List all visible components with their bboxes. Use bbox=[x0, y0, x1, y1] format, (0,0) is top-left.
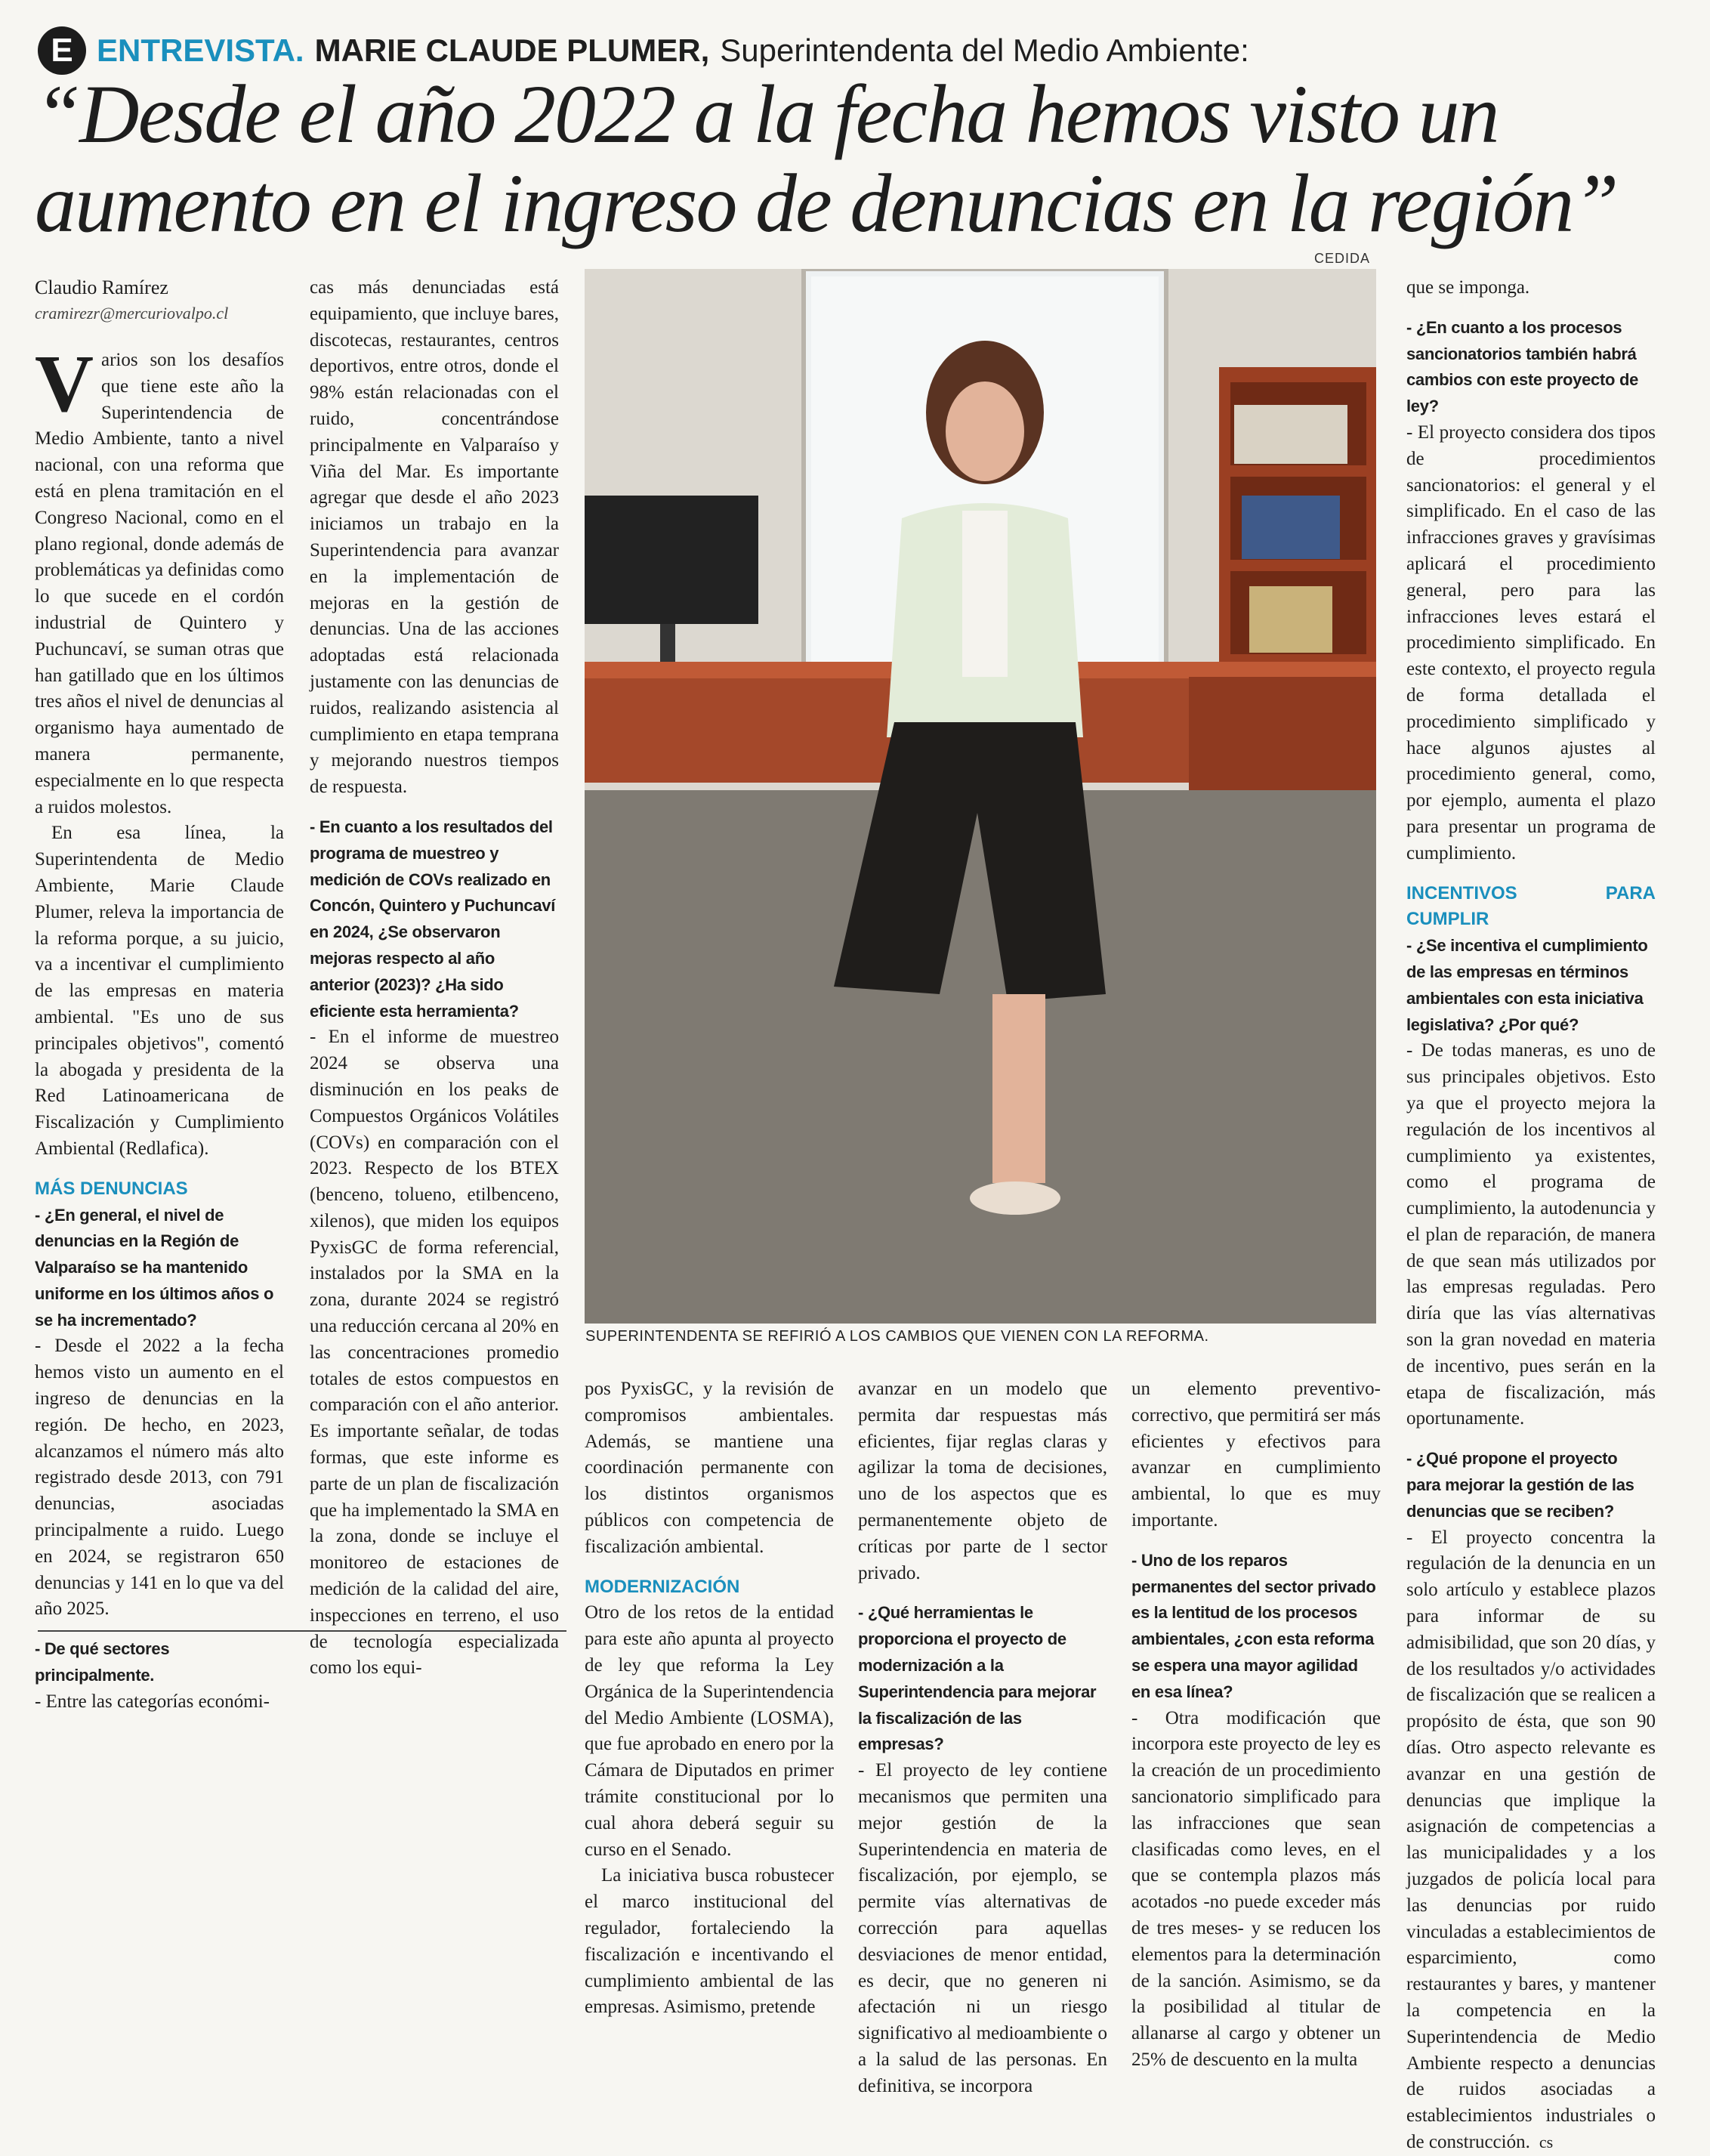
section-heading-modernizacion: MODERNIZACIÓN bbox=[585, 1576, 740, 1597]
question: - En cuanto a los resultados del programa de muestreo y medición de COVs realizado en Concón, Quintero y Puchuncaví en 2024, ¿Se observaron mejoras respecto al año anterior (2023)? ¿Ha sido eficiente esta herramienta? bbox=[310, 817, 556, 1021]
answer-continued: que se imponga. bbox=[1406, 277, 1530, 298]
office-photo-illustration bbox=[585, 269, 1376, 1324]
headline bbox=[35, 69, 1681, 248]
answer: - Otra modificación que incorpora este proyecto de ley es la creación de un procedimiento sancionatorio simplificado para las infracciones que sean clasificadas como leves, en el que se contempla plazos más acotados -no puede exceder más de tres meses- y se reducen los elementos para la determinación de la sanción. Asimismo, se da la posibilidad al titular de allanarse al cargo y obtener un 25% de descuento en la multa bbox=[1131, 1707, 1381, 2070]
column-6 bbox=[1406, 275, 1656, 2156]
interviewee-role: Superintendenta del Medio Ambiente: bbox=[720, 32, 1249, 68]
answer: - En el informe de muestreo 2024 se observa una disminución en los peaks de Compuestos Orgánicos Volátiles (COVs) en comparación con el 2023. Respecto de los BTEX (benceno, tolueno, etilbenceno, xilenos), que miden los equipos PyxisGC de forma referencial, instalados por la SMA en la zona, durante 2024 se registró una reducción cercana al 20% en las concentraciones promedio totales de estos compuestos en comparación con el año anterior. Es importante señalar, de todas formas, que este informe es parte de un plan de fiscalización que ha implementado la SMA en la zona, donde se incluye el monitoreo de estaciones de medición de la calidad del aire, inspecciones en terreno, el uso de tecnología especializada como los equi- bbox=[310, 1027, 559, 1679]
answer bbox=[1406, 1525, 1656, 2156]
paragraph: Otro de los retos de la entidad para este año apunta al proyecto de ley que reforma la Ley Orgánica de la Superintendencia del Medio Ambiente (LOSMA), que fue aprobado en enero por la Cámara de Diputados en primer trámite constitucional por lo cual ahora deberá seguir su curso en el Senado. bbox=[585, 1602, 834, 1860]
column-4 bbox=[858, 1376, 1107, 2100]
column-3 bbox=[585, 1376, 834, 2021]
answer: - Entre las categorías económi- bbox=[35, 1691, 270, 1712]
answer-continued: un elemento preventivo-correctivo, que permitirá ser más eficientes y efectivos para avanzar en cumplimiento ambiental, lo que es muy importante. bbox=[1131, 1379, 1381, 1531]
interview-photo bbox=[585, 269, 1376, 1324]
question: - ¿En general, el nivel de denuncias en la Región de Valparaíso se ha mantenido uniforme en los últimos años o se ha incrementado? bbox=[35, 1205, 274, 1330]
paragraph-continued: avanzar en un modelo que permita dar respuestas más eficientes, fijar reglas claras y agilizar la toma de decisiones, uno de los aspectos que es permanentemente objeto de críticas por parte de l sector privado. bbox=[858, 1379, 1107, 1583]
answer: - El proyecto considera dos tipos de procedimientos sancionatorios: el general y el simplificado. En el caso de las infracciones graves y gravísimas aplicará el procedimiento general, pero para las infracciones leves estará el procedimiento simplificado. En este contexto, el proyecto regula de forma detallada el procedimiento simplificado y hace algunos ajustes al procedimiento general, como, por ejemplo, aumenta el plazo para presentar un programa de cumplimiento. bbox=[1406, 422, 1656, 863]
photo-credit: CEDIDA bbox=[1314, 251, 1371, 266]
lead-paragraph bbox=[35, 339, 284, 820]
paragraph: En esa línea, la Superintendenta de Medio Ambiente, Marie Claude Plumer, releva la importancia de la reforma porque, a su juicio, va a incentivar el cumplimiento de las empresas en materia ambiental. "Es uno de sus principales objetivos", comentó la abogada y presidenta de la Red Latinoamericana de Fiscalización y Cumplimiento Ambiental (Redlafica). bbox=[35, 823, 284, 1159]
question: - ¿Qué herramientas le proporciona el proyecto de modernización a la Superintendencia para mejorar la fiscalización de las empresas? bbox=[858, 1603, 1097, 1754]
section-heading-mas-denuncias: MÁS DENUNCIAS bbox=[35, 1178, 188, 1199]
section-badge: E bbox=[38, 26, 86, 75]
drop-cap: V bbox=[35, 339, 94, 429]
question: - ¿Qué propone el proyecto para mejorar la gestión de las denuncias que se reciben? bbox=[1406, 1449, 1634, 1521]
column-1 bbox=[35, 275, 284, 1716]
column-5 bbox=[1131, 1376, 1381, 2074]
question: - De qué sectores principalmente. bbox=[35, 1639, 170, 1685]
question: - ¿En cuanto a los procesos sancionatorios también habrá cambios con este proyecto de ley? bbox=[1406, 317, 1639, 416]
byline-email[interactable]: cramirezr@mercuriovalpo.cl bbox=[35, 304, 229, 323]
section-label: ENTREVISTA. bbox=[97, 32, 304, 68]
answer-text: - El proyecto concentra la regulación de la denuncia en un solo artículo y establece plazos para informar de su admisibilidad, que son 20 días, y de los resultados y/o actividades de fiscalización que se realicen a propósito de ésta, que son 90 días. Otro aspecto relevante es avanzar en una gestión de denuncias que implique la asignación de competencias a las municipalidades y a los juzgados de policía local para las denuncias por ruido vinculadas a establecimientos de esparcimiento, como restaurantes y bares, y mantener la competencia en la Superintendencia de Medio Ambiente respecto a denuncias de ruidos asociadas a establecimientos industriales o de construcción. bbox=[1406, 1527, 1656, 2152]
byline-author: Claudio Ramírez bbox=[35, 276, 168, 298]
section-heading-incentivos: INCENTIVOS PARA CUMPLIR bbox=[1406, 882, 1656, 930]
photo-caption: SUPERINTENDENTA SE REFIRIÓ A LOS CAMBIOS QUE VIENEN CON LA REFORMA. bbox=[585, 1328, 1209, 1345]
headline-line-1: “Desde el año 2022 a la fecha hemos visto un bbox=[35, 68, 1499, 160]
interviewee-name: MARIE CLAUDE PLUMER, bbox=[314, 32, 710, 68]
answer: - El proyecto de ley contiene mecanismos que permiten una mejor gestión de la Superintendencia en materia de fiscalización, por ejemplo, se permite vías alternativas de corrección para aquellas desviaciones de menor entidad, es decir, que no generen ni afectación ni un riesgo significativo al medioambiente o a la salud de las personas. En definitiva, se incorpora bbox=[858, 1760, 1107, 2096]
column-2 bbox=[310, 275, 559, 1682]
answer: - Desde el 2022 a la fecha hemos visto un aumento en el ingreso de denuncias en la región. De hecho, en 2023, alcanzamos el número más alto registrado desde 2013, con 791 denuncias, asociadas principalmente a ruido. Luego en 2024, se registraron 650 denuncias y 141 en lo que va del año 2025. bbox=[35, 1336, 284, 1620]
answer-continued: pos PyxisGC, y la revisión de compromisos ambientales. Además, se mantiene una coordinación permanente con los distintos organismos públicos con competencia de fiscalización ambiental. bbox=[585, 1379, 834, 1557]
paragraph: La iniciativa busca robustecer el marco institucional del regulador, fortaleciendo la fiscalización e incentivando el cumplimiento ambiental de las empresas. Asimismo, pretende bbox=[585, 1865, 834, 2018]
lead-text: arios son los desafíos que tiene este año la Superintendencia de Medio Ambiente, tanto a nivel nacional, con una reforma que está en plena tramitación en el Congreso Nacional, como en el plano regional, donde además de problemáticas ya definidas como lo que sucede en el cordón industrial de Quintero y Puchuncaví, se suman otras que han gatillado que en los últimos tres años el nivel de denuncias al organismo haya aumentado de manera permanente, especialmente en lo que respecta a ruidos molestos. bbox=[35, 350, 284, 817]
question: - Uno de los reparos permanentes del sector privado es la lentitud de los procesos ambientales, ¿con esta reforma se espera una mayor agilidad en esa línea? bbox=[1131, 1550, 1376, 1701]
end-mark: cs bbox=[1539, 2132, 1554, 2151]
answer-continued: cas más denunciadas está equipamiento, que incluye bares, discotecas, restaurantes, centros deportivos, entre otros, donde el 98% están relacionadas con el ruido, concentrándose principalmente en Valparaíso y Viña del Mar. Es importante agregar que desde el año 2023 iniciamos un trabajo en la Superintendencia para avanzar en la implementación de mejoras en la gestión de denuncias. Una de las acciones adoptadas está relacionada justamente con las denuncias de ruidos, realizando asistencia al cumplimiento en etapa temprana y mejorando nuestros tiempos de respuesta. bbox=[310, 277, 559, 798]
headline-line-2: aumento en el ingreso de denuncias en la región” bbox=[35, 157, 1618, 249]
question: - ¿Se incentiva el cumplimiento de las empresas en términos ambientales con esta iniciativa legislativa? ¿Por qué? bbox=[1406, 936, 1648, 1034]
answer: - De todas maneras, es uno de sus principales objetivos. Esto ya que el proyecto mejora la regulación de los incentivos al cumplimiento ya existentes, como el programa de cumplimiento, la autodenuncia y el plan de reparación, de manera de que sean más utilizados por las empresas reguladas. Pero diría que las vías alternativas son la gran novedad en materia de incentivo, pues serán en la etapa de fiscalización, más oportunamente. bbox=[1406, 1040, 1656, 1429]
